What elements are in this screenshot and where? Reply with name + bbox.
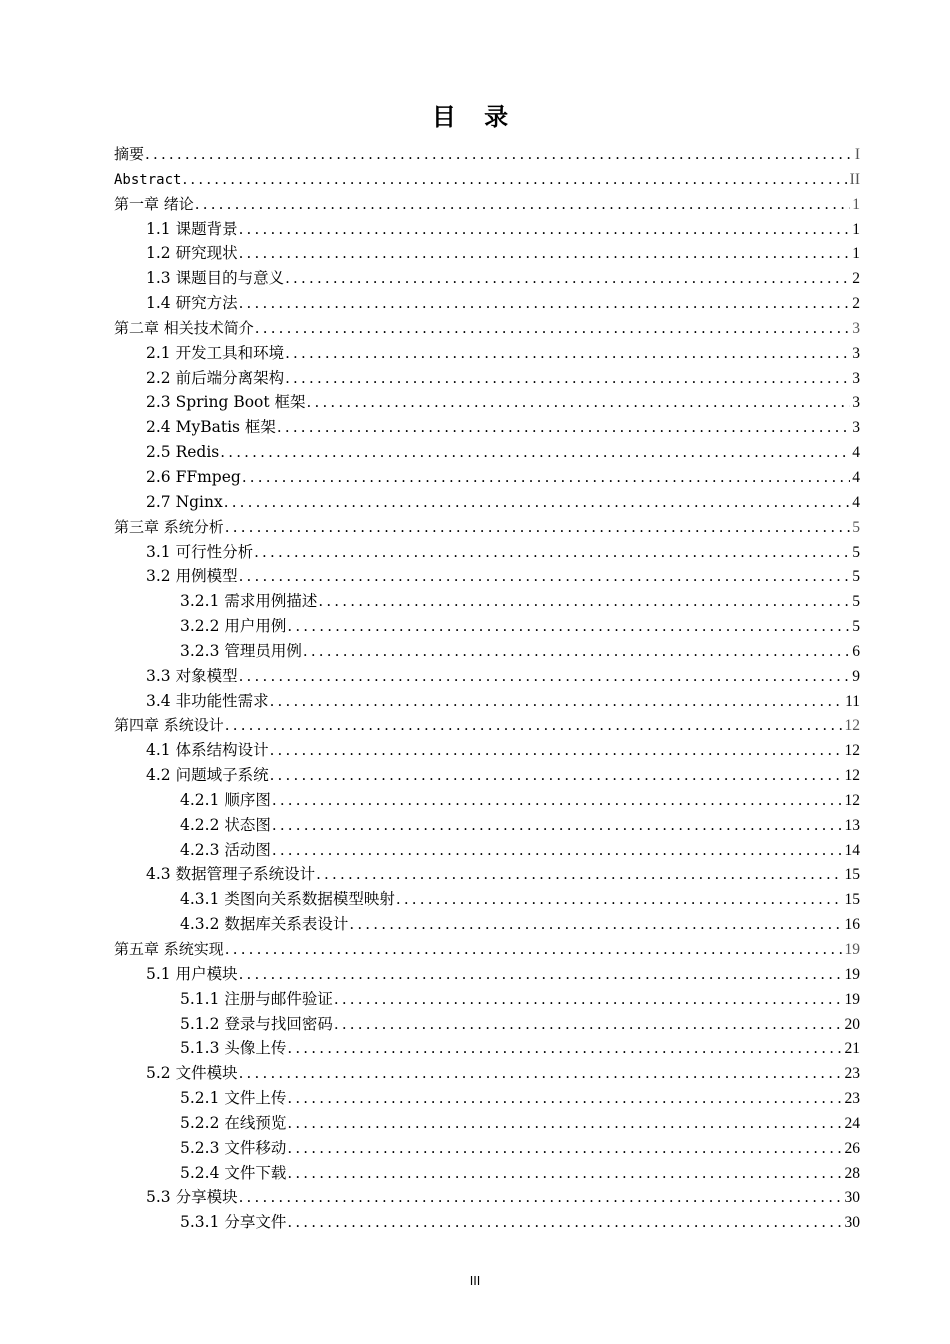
toc-entry-title: 摘要 [114,145,145,163]
toc-entry-page-number: 1 [852,245,860,263]
toc-entry[interactable] [114,142,860,167]
toc-entry-title: 3.3 对象模型 [146,666,238,685]
toc-entry-page-number: 3 [852,344,860,362]
toc-entry[interactable] [114,366,860,391]
toc-entry-title: 第五章 系统实现 [114,940,224,958]
toc-entry-title: 第一章 绪论 [114,194,194,213]
toc-entry[interactable] [114,962,860,987]
toc-dot-leader [287,1036,842,1061]
toc-dot-leader [287,1111,842,1136]
toc-entry[interactable] [114,713,860,738]
toc-dot-leader [303,639,850,664]
toc-dot-leader [239,291,851,316]
table-of-contents [114,142,860,1235]
toc-entry-page-number: 5 [852,568,860,586]
toc-entry-title: 1.4 研究方法 [146,294,238,313]
toc-entry[interactable] [114,937,860,962]
toc-entry-title: 4.3.1 类图向关系数据模型映射 [180,890,395,909]
toc-dot-leader [225,937,843,962]
toc-entry-page-number: 12 [844,767,860,785]
toc-entry-page-number: 21 [844,1040,860,1058]
toc-entry[interactable] [114,540,860,565]
toc-entry-page-number: 3 [852,394,860,412]
toc-entry[interactable] [114,1111,860,1136]
toc-dot-leader [287,1210,842,1235]
toc-entry-title: 第二章 相关技术简介 [114,318,254,337]
toc-entry-page-number: 19 [844,990,860,1008]
page-title: 目 录 [431,103,519,131]
toc-entry[interactable] [114,241,860,266]
toc-entry-page-number: 14 [844,841,860,859]
toc-entry-page-number: 12 [844,742,860,760]
toc-entry-page-number: 23 [844,1065,860,1083]
toc-dot-leader [225,515,850,540]
toc-entry[interactable] [114,763,860,788]
toc-entry[interactable] [114,887,860,912]
toc-entry-title: 5.1 用户模块 [146,964,238,983]
toc-entry-page-number: 23 [844,1090,860,1108]
toc-entry-page-number: 5 [852,518,860,536]
toc-entry[interactable] [114,838,860,863]
toc-entry-page-number: 24 [844,1114,860,1132]
toc-entry[interactable] [114,1036,860,1061]
toc-entry-page-number: 12 [844,791,860,809]
toc-dot-leader [239,217,851,242]
toc-entry-page-number: 15 [844,891,860,909]
toc-entry-page-number: 30 [844,1214,860,1232]
toc-entry-page-number: 12 [844,717,860,735]
toc-entry-title: 5.2.2 在线预览 [180,1113,287,1132]
toc-entry[interactable] [114,465,860,490]
toc-entry[interactable] [114,390,860,415]
toc-dot-leader [287,1086,842,1111]
toc-entry-title: 5.2.3 文件移动 [180,1138,287,1157]
toc-entry-title: 5.3.1 分享文件 [180,1213,287,1232]
toc-entry[interactable] [114,515,860,540]
toc-entry-page-number: 1 [852,195,860,213]
footer-page-number: III [469,1274,481,1288]
toc-dot-leader [239,1061,843,1086]
toc-entry[interactable] [114,813,860,838]
toc-entry-title: 4.1 体系结构设计 [146,741,269,760]
toc-entry-page-number: 1 [852,220,860,238]
toc-entry-title: 5.1.1 注册与邮件验证 [180,989,333,1008]
toc-entry-title: 3.2.2 用户用例 [180,617,287,636]
toc-entry-title: 1.1 课题背景 [146,219,238,238]
toc-dot-leader [182,167,847,192]
toc-dot-leader [318,589,850,614]
toc-entry-page-number: 5 [852,618,860,636]
toc-dot-leader [287,1161,842,1186]
toc-entry-title: 4.2 问题域子系统 [146,766,269,785]
toc-entry-title: 3.2 用例模型 [146,567,238,586]
toc-entry[interactable] [114,987,860,1012]
toc-entry-title: 5.2.4 文件下载 [180,1163,287,1182]
toc-entry-page-number: 28 [844,1164,860,1182]
toc-dot-leader [334,987,843,1012]
toc-entry-title: 2.1 开发工具和环境 [146,343,285,362]
toc-dot-leader [145,142,853,167]
toc-entry-page-number: 30 [844,1189,860,1207]
toc-entry-title: 3.2.3 管理员用例 [180,641,302,660]
toc-entry-page-number: 16 [844,916,860,934]
toc-entry-page-number: 4 [852,444,860,462]
toc-entry-title: 2.4 MyBatis 框架 [146,418,276,437]
toc-entry-page-number: 19 [844,941,860,958]
toc-entry-title: 5.2.1 文件上传 [180,1089,287,1108]
toc-entry[interactable] [114,1185,860,1210]
toc-entry[interactable] [114,291,860,316]
toc-entry-title: 第四章 系统设计 [114,716,224,735]
toc-entry[interactable] [114,490,860,515]
toc-dot-leader [220,440,850,465]
toc-dot-leader [270,738,843,763]
toc-entry-title: 第三章 系统分析 [114,517,224,536]
toc-entry[interactable] [114,788,860,813]
toc-entry[interactable] [114,1061,860,1086]
toc-entry-page-number: 3 [852,319,860,337]
toc-entry[interactable] [114,862,860,887]
toc-dot-leader [195,192,850,217]
toc-dot-leader [285,366,850,391]
toc-entry-page-number: 26 [844,1139,860,1157]
toc-dot-leader [270,763,843,788]
toc-dot-leader [396,887,843,912]
toc-dot-leader [285,266,850,291]
toc-dot-leader [239,564,851,589]
toc-dot-leader [239,241,851,266]
toc-entry-title: 1.3 课题目的与意义 [146,269,285,288]
toc-entry[interactable] [114,440,860,465]
toc-dot-leader [287,614,850,639]
toc-entry[interactable] [114,1210,860,1235]
toc-dot-leader [349,912,842,937]
toc-entry-title: 5.1.2 登录与找回密码 [180,1014,333,1033]
toc-dot-leader [239,962,843,987]
toc-dot-leader [239,1185,843,1210]
toc-entry[interactable] [114,589,860,614]
toc-entry-title: 4.2.2 状态图 [180,815,271,834]
toc-entry-page-number: 19 [844,965,860,983]
toc-entry-title: 2.6 FFmpeg [146,467,241,486]
toc-entry-title: 3.2.1 需求用例描述 [180,592,318,611]
toc-entry-title: 2.7 Nginx [146,492,223,511]
toc-entry[interactable] [114,1086,860,1111]
toc-entry-page-number: 6 [852,642,860,660]
toc-entry[interactable] [114,614,860,639]
toc-dot-leader [270,689,843,714]
toc-dot-leader [287,1136,842,1161]
toc-entry[interactable] [114,1161,860,1186]
toc-dot-leader [334,1012,843,1037]
toc-entry[interactable] [114,639,860,664]
toc-dot-leader [254,540,850,565]
toc-entry-page-number: 5 [852,543,860,561]
toc-dot-leader [272,838,843,863]
toc-dot-leader [272,788,843,813]
toc-entry-title: 5.1.3 头像上传 [180,1039,287,1058]
toc-entry-page-number: II [849,170,860,188]
toc-entry[interactable] [114,415,860,440]
toc-entry-title: 3.1 可行性分析 [146,542,254,561]
toc-dot-leader [272,813,843,838]
toc-entry-title: 2.3 Spring Boot 框架 [146,393,306,412]
toc-entry-page-number: 4 [852,468,860,486]
toc-entry-title: 5.3 分享模块 [146,1188,238,1207]
toc-entry-page-number: 5 [852,593,860,611]
toc-entry-page-number: 4 [852,493,860,511]
toc-entry[interactable] [114,1136,860,1161]
toc-entry-title: 3.4 非功能性需求 [146,691,269,710]
toc-entry-page-number: 3 [852,369,860,387]
toc-entry-title: 4.2.3 活动图 [180,840,271,859]
toc-entry[interactable] [114,1012,860,1037]
toc-entry[interactable] [114,664,860,689]
toc-dot-leader [239,664,851,689]
toc-entry-title: 4.3.2 数据库关系表设计 [180,915,349,934]
toc-dot-leader [316,862,842,887]
toc-entry-page-number: 13 [844,816,860,834]
toc-entry-page-number: 20 [844,1015,860,1033]
toc-entry-title: 1.2 研究现状 [146,244,238,263]
toc-entry-page-number: 2 [852,270,860,288]
toc-dot-leader [285,341,850,366]
toc-entry[interactable] [114,217,860,242]
toc-entry-page-number: 9 [852,667,860,685]
toc-entry[interactable] [114,564,860,589]
toc-dot-leader [277,415,850,440]
toc-entry-page-number: 2 [852,295,860,313]
toc-entry-page-number: 11 [845,692,860,710]
toc-entry-title: 2.2 前后端分离架构 [146,368,285,387]
toc-entry-page-number: 15 [844,866,860,884]
toc-entry[interactable] [114,341,860,366]
toc-entry[interactable] [114,192,860,217]
toc-entry[interactable] [114,912,860,937]
toc-entry[interactable] [114,167,860,192]
toc-entry-page-number: I [854,146,860,163]
toc-dot-leader [225,713,843,738]
toc-entry-title: 5.2 文件模块 [146,1064,238,1083]
toc-dot-leader [307,390,851,415]
toc-entry[interactable] [114,738,860,763]
toc-entry-title: 2.5 Redis [146,443,220,462]
toc-entry[interactable] [114,689,860,714]
toc-entry-page-number: 3 [852,419,860,437]
toc-dot-leader [255,316,850,341]
toc-entry-title: 4.3 数据管理子系统设计 [146,865,316,884]
toc-dot-leader [224,490,851,515]
toc-entry-title: Abstract [114,171,182,188]
toc-entry[interactable] [114,316,860,341]
toc-dot-leader [242,465,850,490]
toc-entry[interactable] [114,266,860,291]
toc-entry-title: 4.2.1 顺序图 [180,790,271,809]
